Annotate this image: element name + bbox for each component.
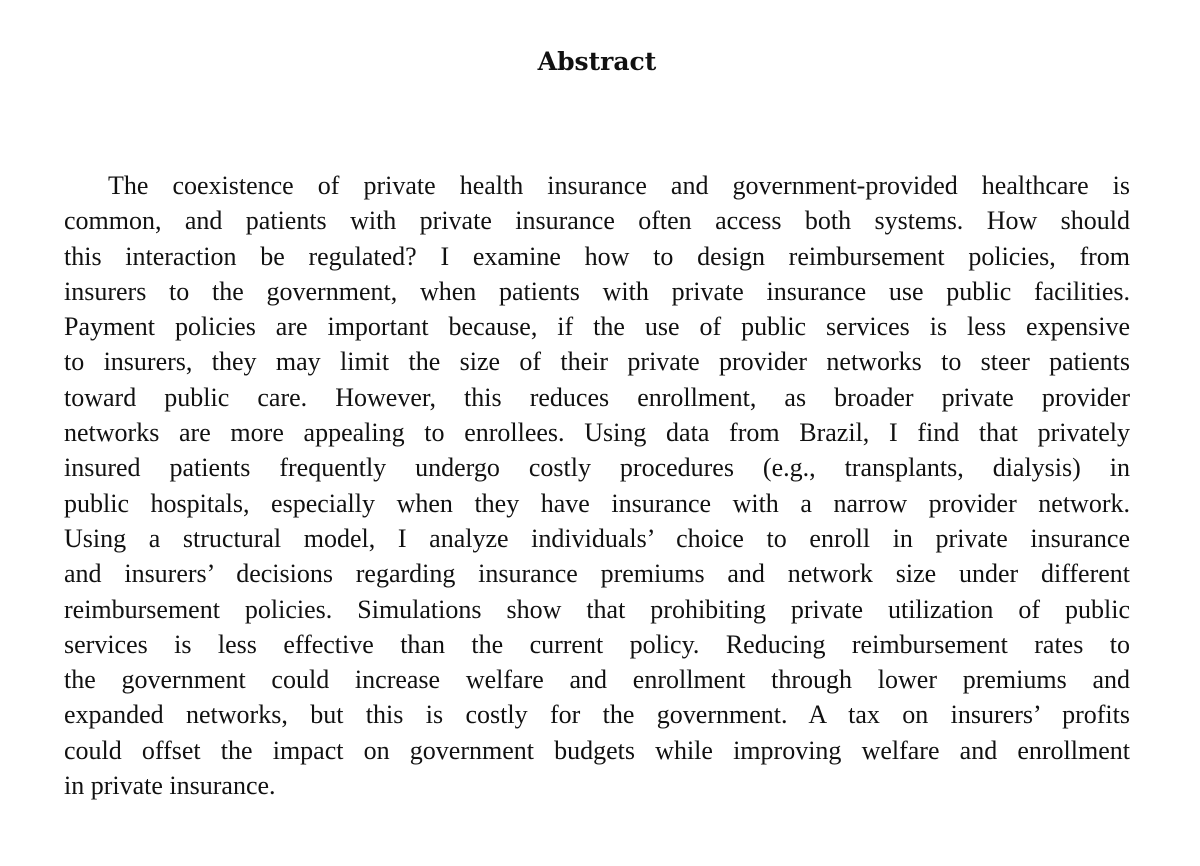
paragraph-line: in private insurance. (64, 771, 276, 801)
paragraph-line: expanded networks, but this is costly for the government. A tax on insurers’ profits (64, 700, 1130, 730)
paragraph-line: Payment policies are important because, if the use of public services is less expensive (64, 312, 1130, 342)
paragraph-line: insurers to the government, when patients with private insurance use public facilities. (64, 276, 1130, 306)
abstract-paragraph (64, 168, 1130, 803)
paragraph-line: this interaction be regulated? I examine how to design reimbursement policies, from (64, 241, 1130, 271)
paragraph-line: insured patients frequently undergo costly procedures (e.g., transplants, dialysis) in (64, 453, 1130, 483)
paragraph-line: reimbursement policies. Simulations show that prohibiting private utilization of public (64, 594, 1130, 624)
paragraph-line: Using a structural model, I analyze individuals’ choice to enroll in private insurance (64, 523, 1130, 553)
paragraph-line: networks are more appealing to enrollees. Using data from Brazil, I find that privately (64, 418, 1130, 448)
paragraph-line: the government could increase welfare and enrollment through lower premiums and (64, 665, 1130, 695)
paragraph-line: common, and patients with private insurance often access both systems. How should (64, 206, 1130, 236)
paragraph-line: to insurers, they may limit the size of their private provider networks to steer patients (64, 347, 1130, 377)
paragraph-line: public hospitals, especially when they have insurance with a narrow provider network. (64, 488, 1130, 518)
paragraph-line: and insurers’ decisions regarding insurance premiums and network size under different (64, 559, 1130, 589)
paragraph-line: The coexistence of private health insurance and government-provided healthcare is (108, 171, 1130, 200)
paragraph-line: services is less effective than the current policy. Reducing reimbursement rates to (64, 629, 1130, 659)
paragraph-line: could offset the impact on government budgets while improving welfare and enrollment (64, 735, 1130, 765)
paragraph-line: toward public care. However, this reduces enrollment, as broader private provider (64, 382, 1130, 412)
abstract-heading: Abstract (537, 47, 657, 76)
